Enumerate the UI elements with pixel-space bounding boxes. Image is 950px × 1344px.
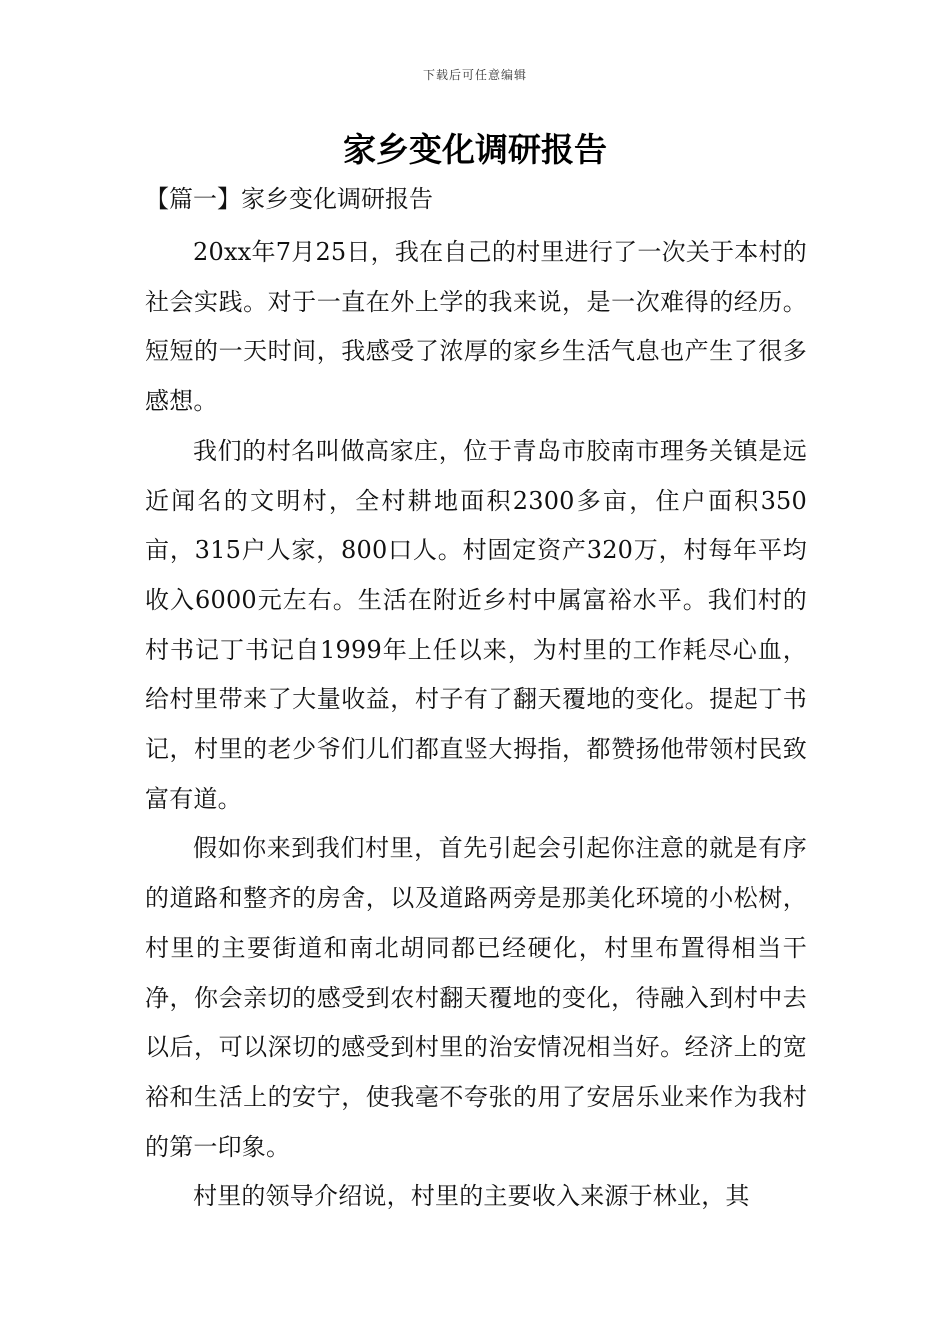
paragraph-1: 20xx年7月25日，我在自己的村里进行了一次关于本村的社会实践。对于一直在外上学的我来说，是一次难得的经历。短短的一天时间，我感受了浓厚的家乡生活气息也产生了很多感想。 [145, 238, 807, 416]
paragraph-4: 村里的领导介绍说，村里的主要收入来源于林业，其 [193, 1182, 750, 1211]
body-text [145, 228, 807, 1222]
header-note: 下载后可任意编辑 [422, 68, 527, 82]
document-title: 家乡变化调研报告 [343, 130, 607, 169]
section-heading: 【篇一】家乡变化调研报告 [145, 185, 433, 213]
paragraph-2: 我们的村名叫做高家庄，位于青岛市胶南市理务关镇是远近闻名的文明村，全村耕地面积2300多亩，住户面积350亩，315户人家，800口人。村固定资产320万，村每年平均收入6000元左右。生活在附近乡村中属富裕水平。我们村的村书记丁书记自1999年上任以来，为村里的工作耗尽心血，给村里带来了大量收益，村子有了翻天覆地的变化。提起丁书记，村里的老少爷们儿们都直竖大拇指，都赞扬他带领村民致富有道。 [145, 436, 807, 813]
paragraph-3: 假如你来到我们村里，首先引起会引起你注意的就是有序的道路和整齐的房舍，以及道路两旁是那美化环境的小松树，村里的主要街道和南北胡同都已经硬化，村里布置得相当干净，你会亲切的感受到农村翻天覆地的变化，待融入到村中去以后，可以深切的感受到村里的治安情况相当好。经济上的宽裕和生活上的安宁，使我毫不夸张的用了安居乐业来作为我村的第一印象。 [145, 834, 807, 1161]
